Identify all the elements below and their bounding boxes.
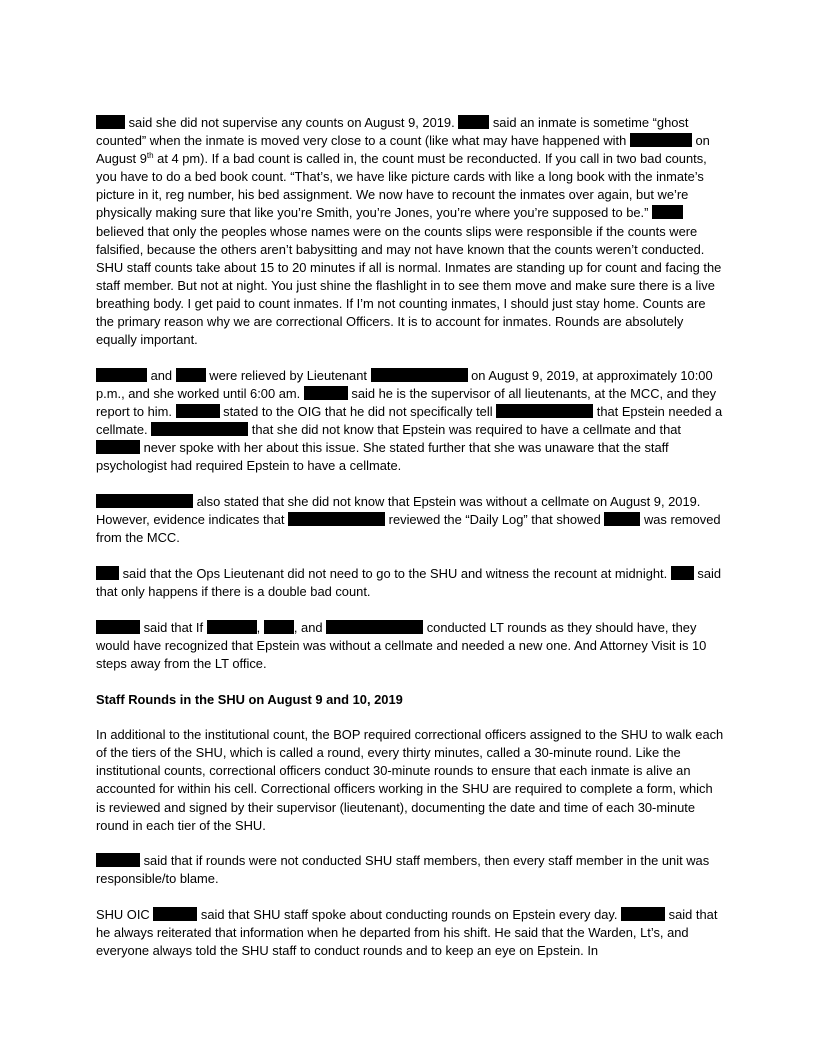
redaction-block xyxy=(151,422,248,436)
redaction-block xyxy=(96,494,193,508)
redaction-block xyxy=(264,620,294,634)
paragraph-text: said an inmate is sometime “ghost counted” when the inmate is moved very close to a count (like what may have happened with xyxy=(96,115,689,149)
paragraph-text: SHU OIC xyxy=(96,907,150,923)
paragraph-text: was removed from the MCC. xyxy=(96,512,721,546)
redaction-block xyxy=(371,368,468,382)
redaction-block xyxy=(176,368,206,382)
paragraph-text: said that If xyxy=(143,619,204,635)
redaction-block xyxy=(326,620,423,634)
redaction-block xyxy=(621,907,665,921)
redaction-block xyxy=(630,133,692,147)
paragraph-text: said he is the supervisor of all lieutenants, at the MCC, and they report to him. xyxy=(96,385,717,419)
redaction-block xyxy=(458,115,489,129)
paragraph-text: believed that only the peoples whose names were on the counts slips were responsible if the counts were falsified, because the others aren’t babysitting and may not have known that the counts weren’t conducted. SHU staff counts take about 15 to 20 minutes if all is normal. Inmates are standing up for count and facing the staff member. But not at night. You just shine the flashlight in to see them move and make sure there is a live breathing body. I get paid to count inmates. If I’m not counting inmates, I should just stay home. Counts are the primary reason why we are correctional Officers. It is to account for inmates. Rounds are absolutely equally important. xyxy=(96,223,722,348)
paragraph-text: were relieved by Lieutenant xyxy=(209,367,367,383)
redaction-block xyxy=(288,512,385,526)
redaction-block xyxy=(96,440,140,454)
paragraph-text: said that SHU staff spoke about conducting rounds on Epstein every day. xyxy=(200,907,618,923)
paragraph-text: never spoke with her about this issue. She stated further that she was unaware that the staff psychologist had required Epstein to have a cellmate. xyxy=(96,440,669,474)
paragraph-text: said that the Ops Lieutenant did not need to go to the SHU and witness the recount at midnight. xyxy=(122,565,668,581)
paragraph-text: said that only happens if there is a double bad count. xyxy=(96,565,722,599)
paragraph-counts xyxy=(96,114,724,349)
paragraph-text: , xyxy=(256,619,261,635)
redaction-block xyxy=(153,907,197,921)
redaction-block xyxy=(176,404,220,418)
paragraph-shu-oic xyxy=(96,906,724,960)
paragraph-text: said that he always reiterated that information when he departed from his shift. He said that the Warden, Lt’s, and everyone always told the SHU staff to conduct rounds and to keep an eye on Epstein. In xyxy=(96,907,718,959)
section-heading: Staff Rounds in the SHU on August 9 and 10, 2019 xyxy=(96,691,403,707)
paragraph-text: conducted LT rounds as they should have, they would have recognized that Epstein was without a cellmate and needed a new one. And Attorney Visit is 10 steps away from the LT office. xyxy=(96,619,707,671)
paragraph-ops-lieutenant xyxy=(96,565,724,601)
superscript-text: th xyxy=(146,151,154,161)
paragraph-daily-log xyxy=(96,493,724,547)
redaction-block xyxy=(96,115,125,129)
redaction-block xyxy=(496,404,593,418)
paragraph-text: on August 9, 2019, at approximately 10:00 p.m., and she worked until 6:00 am. xyxy=(96,367,713,401)
paragraph-lieutenant xyxy=(96,367,724,476)
paragraph-text: stated to the OIG that he did not specifically tell xyxy=(223,404,493,419)
paragraph-responsibility xyxy=(96,852,724,888)
paragraph-text: at 4 pm). If a bad count is called in, the count must be reconducted. If you call in two bad counts, you have to do a bed book count. “That’s, we have like picture cards with like a long book with the inmate’s picture in it, reg number, his bed assignment. We now have to recount the inmates over again, but we’re physically making sure that like you’re Smith, you’re Jones, you’re where you’re supposed to be.” xyxy=(96,151,707,221)
redaction-block xyxy=(207,620,257,634)
document-page xyxy=(96,114,724,978)
paragraph-text: said that if rounds were not conducted SHU staff members, then every staff member in the unit was responsible/to blame. xyxy=(96,853,710,887)
paragraph-text: that Epstein needed a cellmate. xyxy=(96,404,723,438)
paragraph-text: , and xyxy=(293,619,323,635)
redaction-block xyxy=(652,205,683,219)
redaction-block xyxy=(96,853,140,867)
redaction-block xyxy=(96,368,147,382)
paragraph-lt-rounds xyxy=(96,619,724,673)
paragraph-text: that she did not know that Epstein was required to have a cellmate and that xyxy=(251,422,682,438)
redaction-block xyxy=(304,386,348,400)
redaction-block xyxy=(604,512,640,526)
paragraph-rounds-requirement: In additional to the institutional count, the BOP required correctional officers assigned to the SHU to walk each of the tiers of the SHU, which is called a round, every thirty minutes, called a 30-minute round. Like the institutional counts, correctional officers conduct 30-minute rounds to ensure that each inmate is alive an accounted for within his cell. Correctional officers working in the SHU are required to complete a form, which is reviewed and signed by their supervisor (lieutenant), documenting the date and time of each 30-minute round in each tier of the SHU. xyxy=(96,727,724,833)
redaction-block xyxy=(96,566,119,580)
paragraph-text: and xyxy=(150,367,173,383)
paragraph-text: on August 9 xyxy=(96,133,710,167)
paragraph-text: said she did not supervise any counts on August 9, 2019. xyxy=(128,115,455,130)
redaction-block xyxy=(96,620,140,634)
redaction-block xyxy=(671,566,694,580)
paragraph-text: reviewed the “Daily Log” that showed xyxy=(388,512,601,528)
paragraph-text: also stated that she did not know that Epstein was without a cellmate on August 9, 2019. However, evidence indicates that xyxy=(96,493,701,528)
